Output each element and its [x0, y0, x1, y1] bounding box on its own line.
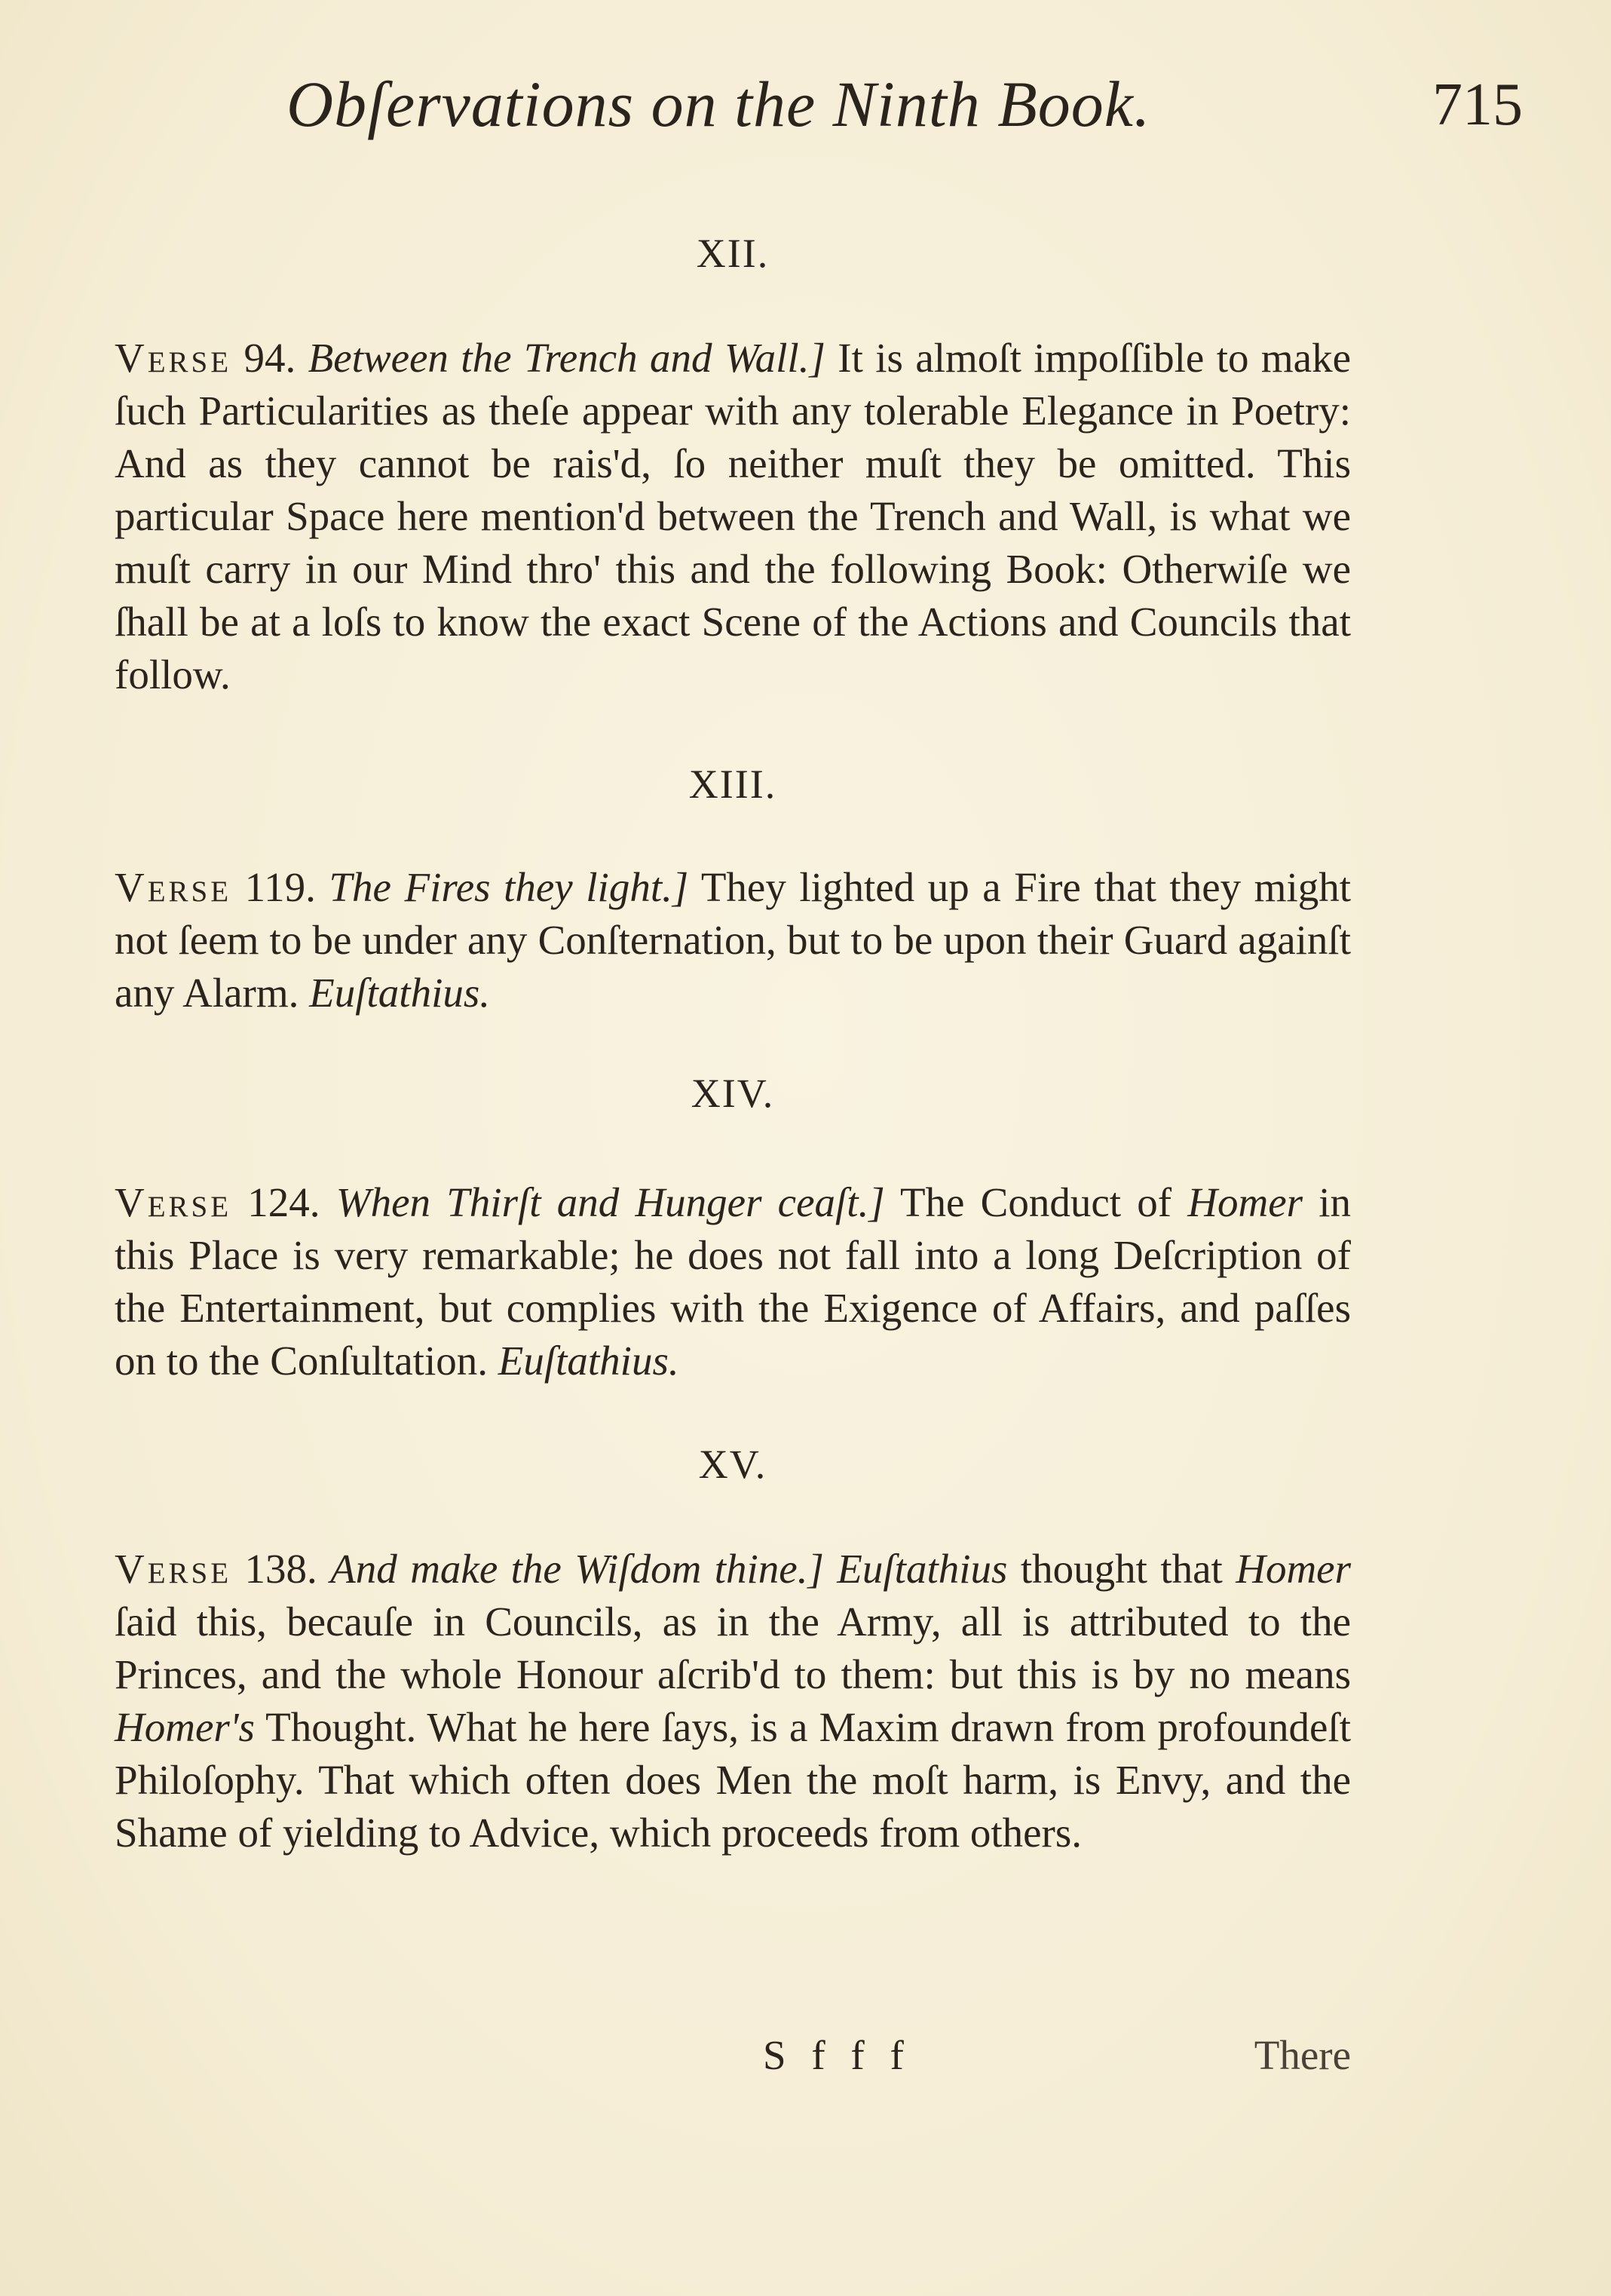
page-body: [115, 226, 1351, 1859]
catchword: There: [1254, 2032, 1351, 2078]
lemma: The Fires they light.]: [329, 864, 689, 910]
verse-number: 138.: [244, 1546, 317, 1592]
name-eustathius: Euſtathius: [837, 1546, 1008, 1592]
note-numeral-xii: XII.: [696, 231, 770, 276]
attribution: Euſtathius.: [309, 970, 491, 1016]
name-homer: Homer: [1236, 1546, 1351, 1592]
lemma: And make the Wiſdom thine.]: [330, 1546, 824, 1592]
note-text: in this Place is very remarkable; he does not fall into a long Deſcription of the Entertainment, but complies with the Exigence of Affairs, and paſſes on to the Conſultation.: [115, 1179, 1352, 1384]
running-title: Obſervations on the Ninth Book.: [286, 68, 1151, 140]
verse-label: Verse: [115, 864, 232, 910]
verse-label: Verse: [115, 1179, 232, 1225]
note-xiv: [115, 1176, 1351, 1387]
note-xv: [115, 1543, 1351, 1859]
note-text: The Conduct of: [884, 1179, 1188, 1225]
note-text: They lighted up a Fire that they might not ſeem to be under any Conſternation, but to be upon their Guard againſt any Alarm.: [115, 864, 1352, 1016]
lemma: Between the Trench and Wall.]: [308, 335, 825, 381]
note-xii: [115, 332, 1351, 701]
note-text: It is almoſt impoſſible to make ſuch Particularities as theſe appear with any tolerable Elegance in Poetry: And as they cannot be rais'd, ſo neither muſt they be omitted. This particular Space here mention'd between the Trench and Wall, is what we muſt carry in our Mind thro' this and the following Book: Otherwiſe we ſhall be at a loſs to know the exact Scene of the Actions and Councils that follow.: [115, 335, 1351, 697]
verse-number: 119.: [244, 864, 316, 910]
attribution: Euſtathius.: [498, 1338, 679, 1384]
verse-label: Verse: [115, 1546, 232, 1592]
note-text: thought that: [1007, 1546, 1236, 1592]
verse-number: 124.: [247, 1179, 320, 1225]
page-footer: [115, 2031, 1351, 2092]
verse-number: 94.: [243, 335, 296, 381]
name-homer-possessive: Homer's: [115, 1704, 255, 1750]
verse-label: Verse: [115, 335, 232, 381]
page-header: [286, 66, 1568, 157]
lemma: When Thirſt and Hunger ceaſt.]: [335, 1179, 885, 1225]
note-numeral-xv: XV.: [698, 1442, 767, 1487]
note-text: ſaid this, becauſe in Councils, as in the Army, all is attributed to the Princes, and the whole Honour aſcrib'd to them: but this is by no means: [115, 1599, 1351, 1697]
signature-mark: S f f f: [763, 2032, 911, 2078]
note-numeral-xiii: XIII.: [688, 762, 777, 807]
note-numeral-xiv: XIV.: [691, 1071, 775, 1116]
note-text: Thought. What he here ſays, is a Maxim drawn from profoundeſt Philoſophy. That which often does Men the moſt harm, is Envy, and the Shame of yielding to Advice, which proceeds from others.: [115, 1704, 1351, 1856]
note-xiii: [115, 861, 1351, 1019]
name-homer: Homer: [1187, 1179, 1303, 1225]
page-number: 715: [1432, 72, 1523, 138]
